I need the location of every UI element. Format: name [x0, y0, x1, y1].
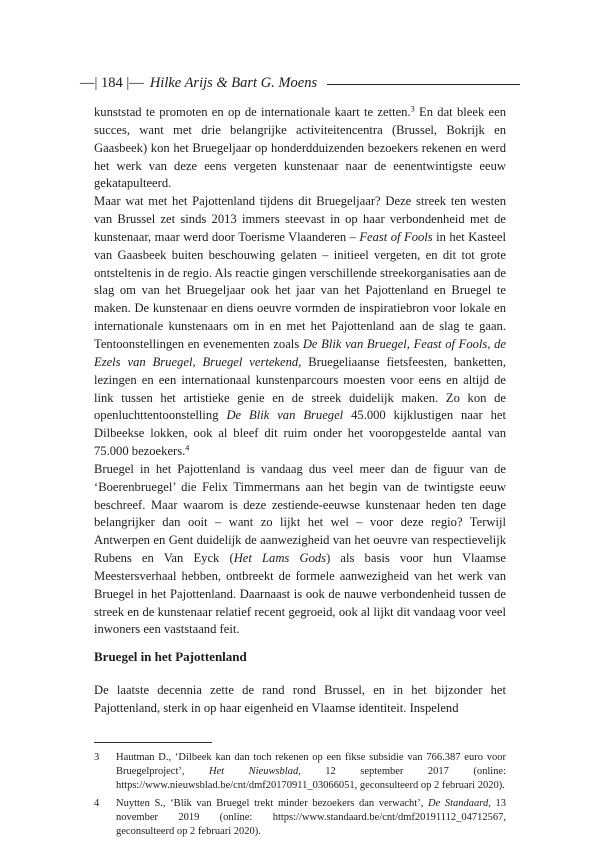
paragraph-3: Bruegel in het Pajottenland is vandaag dus veel meer dan de figuur van de ‘Boerenbruegel’ die Felix Timmermans aan het begin van de twintigste eeuw beschreef. Maar waarom is deze zestiende-eeuwse kunstenaar heden ten dage belangrijker dan ooit – want zo lijkt het wel – voor deze regio? Terwijl Antwerpen en Gent duidelijk de aanwezigheid van het oeuvre van respectievelijk Rubens en Van Eyck (Het Lams Gods) als basis voor hun Vlaamse Meestersverhaal hebben, ontbreekt de formele aanwezigheid van het werk van Bruegel in het Pajottenland. Daarnaast is ook de nauwe verbondenheid tussen de streek en de kunstenaar relatief recent gegroeid, ook al lijkt dit vandaag voor veel inwoners een vaststaand feit.	[94, 461, 506, 637]
paragraph-4-block	[94, 682, 506, 718]
footnote-number: 4	[94, 798, 100, 809]
footnote-separator	[94, 742, 212, 743]
header-authors: Hilke Arijs & Bart G. Moens	[149, 74, 318, 91]
footnote-text: Nuytten S., ‘Blik van Bruegel trekt minder bezoekers dan verwacht’, De Standaard, 13 november 2019 (online: https://www.standaard.be/cnt/dmf20191112_04712567, geconsulteerd op 2 februari 2020).	[116, 798, 506, 837]
paragraph-4: De laatste decennia zette de rand rond Brussel, en in het bijzonder het Pajottenland, sterk in op haar eigenheid en Vlaamse identiteit. Inspelend	[94, 683, 506, 715]
footnote-4	[94, 797, 506, 839]
paragraph-2: Maar wat met het Pajottenland tijdens dit Bruegeljaar? Deze streek ten westen van Brussel zet sinds 2013 immers steevast in op haar verbondenheid met de kunstenaar, maar werd door Toerisme Vlaanderen – Feast of Fools in het Kasteel van Gaasbeek buiten beschouwing gelaten – initieel vergeten, en dit tot grote ontsteltenis in de regio. Als reactie gingen verschillende streekorganisaties aan de slag om van het Bruegeljaar ook het jaar van het Pajottenland en Bruegel te maken. De kunstenaar en diens oeuvre vormden de inspiratiebron voor lokale en internationale kunstenaars om in en met het Pajottenland aan de slag te gaan. Tentoonstellingen en evenementen zoals De Blik van Bruegel, Feast of Fools, de Ezels van Bruegel, Bruegel vertekend, Bruegeliaanse fietsfeesten, banketten, lezingen en een internationaal kunstenparcours moesten voor eens en altijd de link tussen het artistieke genie en de streek duidelijk maken. Zo kon de openluchttentoonstelling De Blik van Bruegel 45.000 kijklustigen naar het Dilbeekse lokken, ook al bleef dit ruim onder het vooropgestelde aantal van 75.000 bezoekers.$^4$	[94, 194, 506, 459]
footnote-ref-4: 4	[185, 443, 190, 453]
running-header	[80, 72, 520, 94]
footnote-ref-3: 3	[410, 104, 415, 114]
footnote-3	[94, 751, 506, 793]
header-rule	[327, 84, 520, 85]
paragraph-1: kunststad te promoten en op de internationale kaart te zetten.$^3$ En dat bleek een succes, want met drie belangrijke activiteitencentra (Brussel, Bokrijk en Gaasbeek) kon het Bruegeljaar op honderdduizenden bezoekers rekenen en werd het werk van deze eens vergeten kunstenaar naar de eenentwintigste eeuw gekatapulteerd.	[94, 104, 507, 191]
page-number: —| 184 |—	[80, 74, 144, 91]
section-heading: Bruegel in het Pajottenland	[94, 649, 247, 664]
body-text	[94, 104, 506, 639]
footnote-number: 3	[94, 752, 100, 763]
footnote-text: Hautman D., ‘Dilbeek kan dan toch rekenen op een fikse subsidie van 766.387 euro voor Bruegelproject’, Het Nieuwsblad, 12 september 2017 (online: https://www.nieuwsblad.be/cnt/dmf20170911_03066051, geconsulteerd op 2 februari 2020).	[116, 752, 506, 791]
